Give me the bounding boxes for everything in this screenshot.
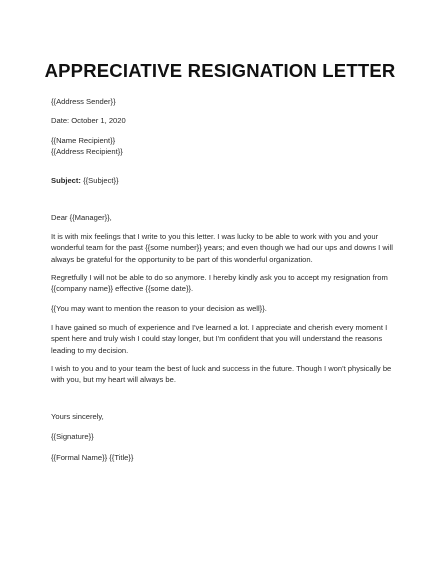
paragraph-5-line: I wish to you and to your team the best of luck and success in the future. Though I won't physically be — [51, 364, 392, 373]
paragraph-2 — [51, 272, 391, 295]
letter-date: Date: October 1, 2020 — [51, 116, 126, 125]
document-title: APPRECIATIVE RESIGNATION LETTER — [44, 60, 396, 81]
paragraph-1-line: wonderful team for the past {{some number}} years; and even though we had our ups and downs I will — [51, 243, 393, 253]
closing: Yours sincerely, — [51, 412, 104, 421]
formal-name: {{Formal Name}} {{Title}} — [51, 453, 134, 462]
name-recipient: {{Name Recipient}} — [51, 136, 116, 145]
paragraph-5 — [51, 363, 391, 386]
salutation: Dear {{Manager}}, — [51, 213, 112, 222]
paragraph-3: {{You may want to mention the reason to your decision as well}}. — [51, 304, 267, 313]
paragraph-4-line: I have gained so much of experience and I've learned a lot. I appreciate and cherish every moment I — [51, 323, 388, 332]
paragraph-5-line: with you, but my heart will always be. — [51, 375, 176, 385]
paragraph-2-line: {{company name}} effective {{some date}}. — [51, 284, 194, 294]
paragraph-4 — [51, 322, 391, 356]
paragraph-4-line: spent here and truly wish I could stay longer, but I'm confident that you will understand the reasons — [51, 334, 383, 344]
paragraph-1-line: always be grateful for the opportunity to be part of this wonderful organization. — [51, 254, 313, 264]
signature: {{Signature}} — [51, 432, 94, 441]
address-recipient: {{Address Recipient}} — [51, 147, 123, 156]
address-sender: {{Address Sender}} — [51, 97, 116, 106]
paragraph-1-line: It is with mix feelings that I write to you this letter. I was lucky to be able to work with you and your — [51, 232, 379, 241]
subject-line — [51, 175, 119, 186]
paragraph-1 — [51, 231, 391, 265]
paragraph-2-line: Regretfully I will not be able to do so anymore. I hereby kindly ask you to accept my resignation from — [51, 273, 388, 282]
subject-value: {{Subject}} — [83, 176, 119, 185]
subject-label: Subject: — [51, 176, 81, 185]
paragraph-4-line: leading to my decision. — [51, 345, 129, 355]
